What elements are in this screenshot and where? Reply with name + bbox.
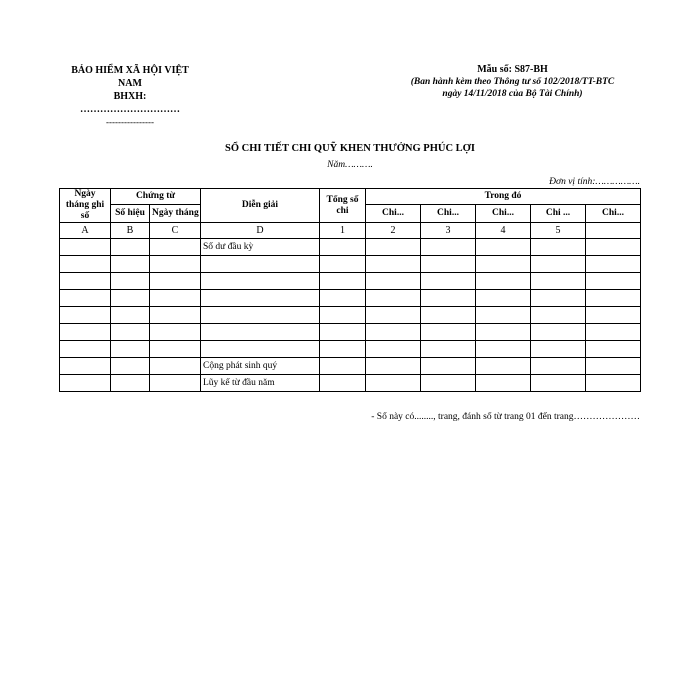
cell[interactable] xyxy=(150,256,201,273)
row-description xyxy=(201,290,320,307)
agency-header xyxy=(60,64,200,129)
table-row xyxy=(60,324,641,341)
table-row xyxy=(60,341,641,358)
code-cell: 3 xyxy=(421,223,476,239)
cell[interactable] xyxy=(60,341,111,358)
cell[interactable] xyxy=(320,273,366,290)
cell[interactable] xyxy=(320,358,366,375)
cell[interactable] xyxy=(60,324,111,341)
cell[interactable] xyxy=(111,256,150,273)
cell[interactable] xyxy=(476,375,531,392)
row-description xyxy=(201,273,320,290)
cell[interactable] xyxy=(531,375,586,392)
cell[interactable] xyxy=(320,256,366,273)
cell[interactable] xyxy=(366,273,421,290)
col-description: Diễn giải xyxy=(201,189,320,223)
code-cell: 2 xyxy=(366,223,421,239)
row-description: Cộng phát sinh quý xyxy=(201,358,320,375)
cell[interactable] xyxy=(476,341,531,358)
cell[interactable] xyxy=(531,256,586,273)
cell[interactable] xyxy=(366,358,421,375)
cell[interactable] xyxy=(421,375,476,392)
cell[interactable] xyxy=(320,324,366,341)
cell[interactable] xyxy=(476,290,531,307)
row-description xyxy=(201,341,320,358)
year-line: Năm………. xyxy=(327,160,373,170)
cell[interactable] xyxy=(586,358,641,375)
cell[interactable] xyxy=(60,358,111,375)
cell[interactable] xyxy=(531,341,586,358)
cell[interactable] xyxy=(421,341,476,358)
table-row xyxy=(60,273,641,290)
cell[interactable] xyxy=(150,375,201,392)
cell[interactable] xyxy=(586,341,641,358)
form-number: Mẫu số: S87-BH xyxy=(477,64,548,75)
cell[interactable] xyxy=(421,307,476,324)
cell[interactable] xyxy=(531,324,586,341)
cell[interactable] xyxy=(60,290,111,307)
col-sub-1: Chi... xyxy=(366,205,421,223)
cell[interactable] xyxy=(476,358,531,375)
col-record-date: Ngày tháng ghi số xyxy=(60,189,111,223)
page-count-note: - Sổ này có........, trang, đánh số từ trang 01 đến trang………………… xyxy=(371,412,640,422)
row-description: Số dư đầu kỳ xyxy=(201,239,320,256)
cell[interactable] xyxy=(150,239,201,256)
cell[interactable] xyxy=(421,324,476,341)
table-row xyxy=(60,239,641,256)
cell[interactable] xyxy=(366,239,421,256)
cell[interactable] xyxy=(320,375,366,392)
cell[interactable] xyxy=(476,256,531,273)
cell[interactable] xyxy=(111,307,150,324)
branch-placeholder: ………………………… xyxy=(80,104,180,115)
row-description xyxy=(201,324,320,341)
cell[interactable] xyxy=(531,358,586,375)
row-description xyxy=(201,256,320,273)
code-cell: 4 xyxy=(476,223,531,239)
table-row xyxy=(60,290,641,307)
cell[interactable] xyxy=(150,273,201,290)
cell[interactable] xyxy=(421,290,476,307)
cell[interactable] xyxy=(586,307,641,324)
cell[interactable] xyxy=(366,256,421,273)
cell[interactable] xyxy=(366,290,421,307)
col-voucher-date: Ngày tháng xyxy=(150,205,201,223)
cell[interactable] xyxy=(531,307,586,324)
cell[interactable] xyxy=(320,239,366,256)
col-of-which: Trong đó xyxy=(366,189,641,205)
divider-dashes: ---------------- xyxy=(106,117,154,127)
cell[interactable] xyxy=(366,341,421,358)
code-cell: D xyxy=(201,223,320,239)
cell[interactable] xyxy=(476,273,531,290)
table-row xyxy=(60,307,641,324)
cell[interactable] xyxy=(60,256,111,273)
cell[interactable] xyxy=(111,358,150,375)
form-info xyxy=(405,64,620,100)
cell[interactable] xyxy=(421,239,476,256)
cell[interactable] xyxy=(111,375,150,392)
col-sub-3: Chi... xyxy=(476,205,531,223)
code-cell: A xyxy=(60,223,111,239)
cell[interactable] xyxy=(586,273,641,290)
cell[interactable] xyxy=(111,273,150,290)
table-row-quarter-total xyxy=(60,358,641,375)
row-description: Lũy kế từ đầu năm xyxy=(201,375,320,392)
cell[interactable] xyxy=(476,239,531,256)
cell[interactable] xyxy=(320,290,366,307)
issued-by-note: (Ban hành kèm theo Thông tư số 102/2018/TT-BTC ngày 14/11/2018 của Bộ Tài Chính) xyxy=(410,77,615,99)
cell[interactable] xyxy=(60,375,111,392)
cell[interactable] xyxy=(421,273,476,290)
agency-name: BẢO HIỂM XÃ HỘI VIỆT NAM xyxy=(71,65,189,89)
cell[interactable] xyxy=(150,341,201,358)
cell[interactable] xyxy=(366,375,421,392)
col-sub-4: Chi ... xyxy=(531,205,586,223)
ledger-table xyxy=(59,188,641,392)
cell[interactable] xyxy=(111,290,150,307)
unit-of-measure: Đơn vị tính:……………. xyxy=(549,177,640,187)
row-description xyxy=(201,307,320,324)
cell[interactable] xyxy=(150,324,201,341)
col-sub-2: Chi... xyxy=(421,205,476,223)
code-cell: C xyxy=(150,223,201,239)
column-code-row xyxy=(60,223,641,239)
cell[interactable] xyxy=(60,307,111,324)
cell[interactable] xyxy=(586,256,641,273)
cell[interactable] xyxy=(150,290,201,307)
cell[interactable] xyxy=(531,273,586,290)
branch-label: BHXH: xyxy=(113,91,147,102)
cell[interactable] xyxy=(111,324,150,341)
cell[interactable] xyxy=(60,273,111,290)
col-total: Tổng số chi xyxy=(320,189,366,223)
cell[interactable] xyxy=(476,324,531,341)
cell[interactable] xyxy=(150,358,201,375)
cell[interactable] xyxy=(60,239,111,256)
cell[interactable] xyxy=(421,256,476,273)
cell[interactable] xyxy=(366,307,421,324)
cell[interactable] xyxy=(531,239,586,256)
cell[interactable] xyxy=(421,358,476,375)
col-sub-5: Chi... xyxy=(586,205,641,223)
cell[interactable] xyxy=(150,307,201,324)
document-title: SỔ CHI TIẾT CHI QUỸ KHEN THƯỞNG PHÚC LỢI xyxy=(225,143,475,154)
table-row-ytd-total xyxy=(60,375,641,392)
code-cell: B xyxy=(111,223,150,239)
cell[interactable] xyxy=(366,324,421,341)
cell[interactable] xyxy=(320,307,366,324)
code-cell xyxy=(586,223,641,239)
cell[interactable] xyxy=(320,341,366,358)
col-voucher-no: Số hiệu xyxy=(111,205,150,223)
cell[interactable] xyxy=(111,239,150,256)
col-voucher: Chứng từ xyxy=(111,189,201,205)
cell[interactable] xyxy=(531,290,586,307)
cell[interactable] xyxy=(586,375,641,392)
code-cell: 1 xyxy=(320,223,366,239)
cell[interactable] xyxy=(476,307,531,324)
cell[interactable] xyxy=(586,290,641,307)
cell[interactable] xyxy=(111,341,150,358)
code-cell: 5 xyxy=(531,223,586,239)
cell[interactable] xyxy=(586,324,641,341)
cell[interactable] xyxy=(586,239,641,256)
table-row xyxy=(60,256,641,273)
